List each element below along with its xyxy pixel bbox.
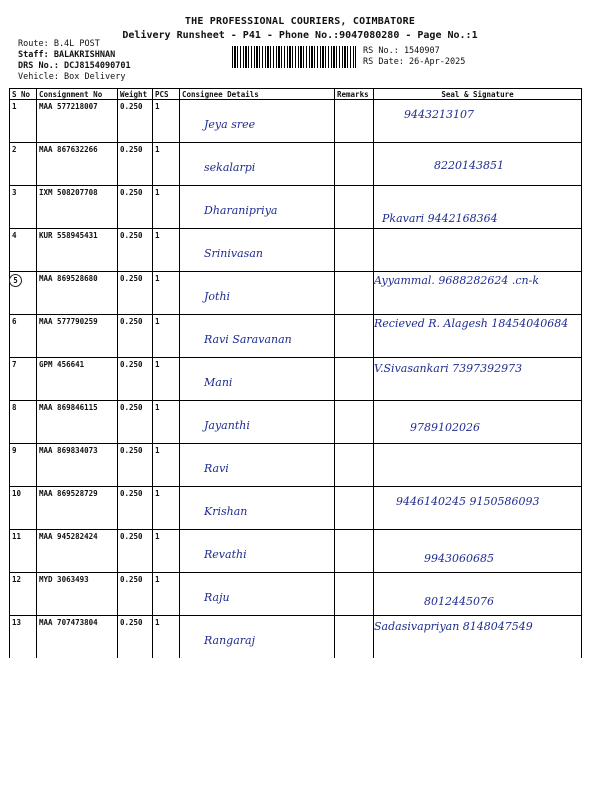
serial-number: 7 (12, 360, 17, 369)
serial-number: 11 (12, 532, 22, 541)
serial-number: 12 (12, 575, 22, 584)
sno-cell (10, 401, 37, 444)
consignee-name: Dharanipriya (204, 204, 278, 217)
serial-number: 10 (12, 489, 22, 498)
signature-cell (374, 444, 582, 487)
sno-cell (10, 229, 37, 272)
signature-cell (374, 186, 582, 229)
sno-cell (10, 358, 37, 401)
remarks-cell (335, 401, 374, 444)
consignee-name: Jeya sree (204, 118, 256, 131)
consignee-name: Ravi (204, 462, 229, 475)
signature-handwriting: 9446140245 9150586093 (396, 495, 540, 508)
remarks-cell (335, 272, 374, 315)
pcs-cell: 1 (153, 315, 180, 358)
consignee-name: Ravi Saravanan (204, 333, 292, 346)
consignee-name: Revathi (204, 548, 247, 561)
table-row (10, 444, 582, 487)
column-header: S No (10, 89, 37, 100)
pcs-cell: 1 (153, 616, 180, 659)
pcs-cell: 1 (153, 573, 180, 616)
drs-number: DRS No.: DCJ8154090701 (18, 61, 131, 71)
table-row (10, 143, 582, 186)
consignee-name: sekalarpi (204, 161, 256, 174)
signature-cell (374, 530, 582, 573)
staff-label: Staff: BALAKRISHNAN (18, 50, 116, 60)
rs-number: RS No.: 1540907 (363, 46, 440, 56)
weight-cell: 0.250 (118, 315, 153, 358)
serial-number: 9 (12, 446, 17, 455)
remarks-cell (335, 530, 374, 573)
column-header: Seal & Signature (374, 89, 582, 100)
signature-cell (374, 573, 582, 616)
column-header: Remarks (335, 89, 374, 100)
runsheet-subtitle: Delivery Runsheet - P41 - Phone No.:9047080280 - Page No.:1 (122, 30, 478, 41)
serial-number: 4 (12, 231, 17, 240)
pcs-cell: 1 (153, 100, 180, 143)
remarks-cell (335, 229, 374, 272)
consignee-cell (180, 100, 335, 143)
consignment-cell: MAA 869528729 (37, 487, 118, 530)
sno-cell (10, 616, 37, 659)
table-row (10, 487, 582, 530)
consignment-cell: MAA 577218007 (37, 100, 118, 143)
weight-cell: 0.250 (118, 487, 153, 530)
remarks-cell (335, 358, 374, 401)
sno-cell (10, 143, 37, 186)
table-row (10, 315, 582, 358)
signature-handwriting: 8220143851 (434, 159, 504, 172)
weight-cell: 0.250 (118, 530, 153, 573)
rs-date: RS Date: 26-Apr-2025 (363, 57, 466, 67)
signature-handwriting: Ayyammal. 9688282624 .cn-k (374, 274, 540, 287)
sno-cell (10, 100, 37, 143)
consignee-cell (180, 315, 335, 358)
consignee-cell (180, 616, 335, 659)
signature-cell (374, 616, 582, 659)
signature-cell (374, 143, 582, 186)
signature-handwriting: V.Sivasankari 7397392973 (374, 362, 523, 375)
sno-cell (10, 530, 37, 573)
signature-cell (374, 100, 582, 143)
consignee-name: Mani (204, 376, 233, 389)
table-row (10, 573, 582, 616)
remarks-cell (335, 573, 374, 616)
pcs-cell: 1 (153, 143, 180, 186)
column-header: PCS (153, 89, 180, 100)
consignee-name: Jothi (204, 290, 231, 303)
table-row (10, 616, 582, 659)
signature-cell (374, 358, 582, 401)
signature-handwriting: Sadasivapriyan 8148047549 (374, 620, 533, 633)
consignee-name: Srinivasan (204, 247, 263, 260)
weight-cell: 0.250 (118, 616, 153, 659)
consignment-cell: MAA 869834073 (37, 444, 118, 487)
consignee-cell (180, 186, 335, 229)
consignment-cell: MAA 707473804 (37, 616, 118, 659)
table-row (10, 530, 582, 573)
table-row (10, 100, 582, 143)
circled-serial: 5 (9, 274, 22, 287)
consignment-cell: MAA 867632266 (37, 143, 118, 186)
table-row (10, 229, 582, 272)
consignment-cell: GPM 456641 (37, 358, 118, 401)
column-header: Weight (118, 89, 153, 100)
remarks-cell (335, 487, 374, 530)
serial-number: 3 (12, 188, 17, 197)
runsheet-table (9, 88, 582, 658)
signature-handwriting: 9943060685 (424, 552, 494, 565)
weight-cell: 0.250 (118, 358, 153, 401)
sno-cell (10, 573, 37, 616)
pcs-cell: 1 (153, 401, 180, 444)
remarks-cell (335, 143, 374, 186)
consignment-cell: MYD 3063493 (37, 573, 118, 616)
weight-cell: 0.250 (118, 229, 153, 272)
weight-cell: 0.250 (118, 272, 153, 315)
runsheet-meta-right (363, 46, 465, 68)
vehicle-label: Vehicle: Box Delivery (18, 72, 126, 82)
consignee-cell (180, 401, 335, 444)
remarks-cell (335, 616, 374, 659)
signature-handwriting: 8012445076 (424, 595, 494, 608)
remarks-cell (335, 315, 374, 358)
consignment-cell: MAA 945282424 (37, 530, 118, 573)
consignee-cell (180, 444, 335, 487)
consignee-name: Rangaraj (204, 634, 256, 647)
weight-cell: 0.250 (118, 444, 153, 487)
pcs-cell: 1 (153, 186, 180, 229)
pcs-cell: 1 (153, 530, 180, 573)
serial-number: 6 (12, 317, 17, 326)
consignment-cell: MAA 869846115 (37, 401, 118, 444)
sno-cell (10, 186, 37, 229)
consignee-name: Raju (204, 591, 230, 604)
consignee-name: Krishan (204, 505, 248, 518)
consignee-cell (180, 530, 335, 573)
remarks-cell (335, 100, 374, 143)
column-header: Consignee Details (180, 89, 335, 100)
weight-cell: 0.250 (118, 143, 153, 186)
pcs-cell: 1 (153, 358, 180, 401)
route-label: Route: B.4L POST (18, 39, 100, 49)
signature-cell (374, 487, 582, 530)
weight-cell: 0.250 (118, 573, 153, 616)
consignment-cell: IXM 508207708 (37, 186, 118, 229)
consignee-cell (180, 358, 335, 401)
weight-cell: 0.250 (118, 401, 153, 444)
consignee-cell (180, 487, 335, 530)
sno-cell (10, 444, 37, 487)
serial-number: 2 (12, 145, 17, 154)
serial-number: 1 (12, 102, 17, 111)
consignee-cell (180, 229, 335, 272)
serial-number: 13 (12, 618, 22, 627)
table-header-row (10, 89, 582, 100)
company-title: THE PROFESSIONAL COURIERS, COIMBATORE (184, 16, 416, 27)
serial-number: 8 (12, 403, 17, 412)
consignee-cell (180, 143, 335, 186)
consignment-cell: KUR 558945431 (37, 229, 118, 272)
consignee-name: Jayanthi (204, 419, 250, 432)
runsheet-meta-left (18, 39, 131, 83)
sno-cell (10, 272, 37, 315)
pcs-cell: 1 (153, 272, 180, 315)
consignment-cell: MAA 869528680 (37, 272, 118, 315)
column-header: Consignment No (37, 89, 118, 100)
signature-cell (374, 401, 582, 444)
consignee-cell (180, 573, 335, 616)
signature-cell (374, 229, 582, 272)
signature-handwriting: Recieved R. Alagesh 18454040684 (374, 317, 569, 330)
consignment-cell: MAA 577790259 (37, 315, 118, 358)
sno-cell (10, 487, 37, 530)
weight-cell: 0.250 (118, 100, 153, 143)
signature-handwriting: 9443213107 (404, 108, 474, 121)
barcode-image (232, 46, 356, 68)
table-row (10, 358, 582, 401)
signature-handwriting: 9789102026 (410, 421, 480, 434)
remarks-cell (335, 444, 374, 487)
pcs-cell: 1 (153, 229, 180, 272)
pcs-cell: 1 (153, 487, 180, 530)
weight-cell: 0.250 (118, 186, 153, 229)
table-row (10, 401, 582, 444)
pcs-cell: 1 (153, 444, 180, 487)
remarks-cell (335, 186, 374, 229)
table-row (10, 186, 582, 229)
signature-cell (374, 272, 582, 315)
signature-cell (374, 315, 582, 358)
table-row (10, 272, 582, 315)
sno-cell (10, 315, 37, 358)
signature-handwriting: Pkavari 9442168364 (382, 212, 498, 225)
consignee-cell (180, 272, 335, 315)
